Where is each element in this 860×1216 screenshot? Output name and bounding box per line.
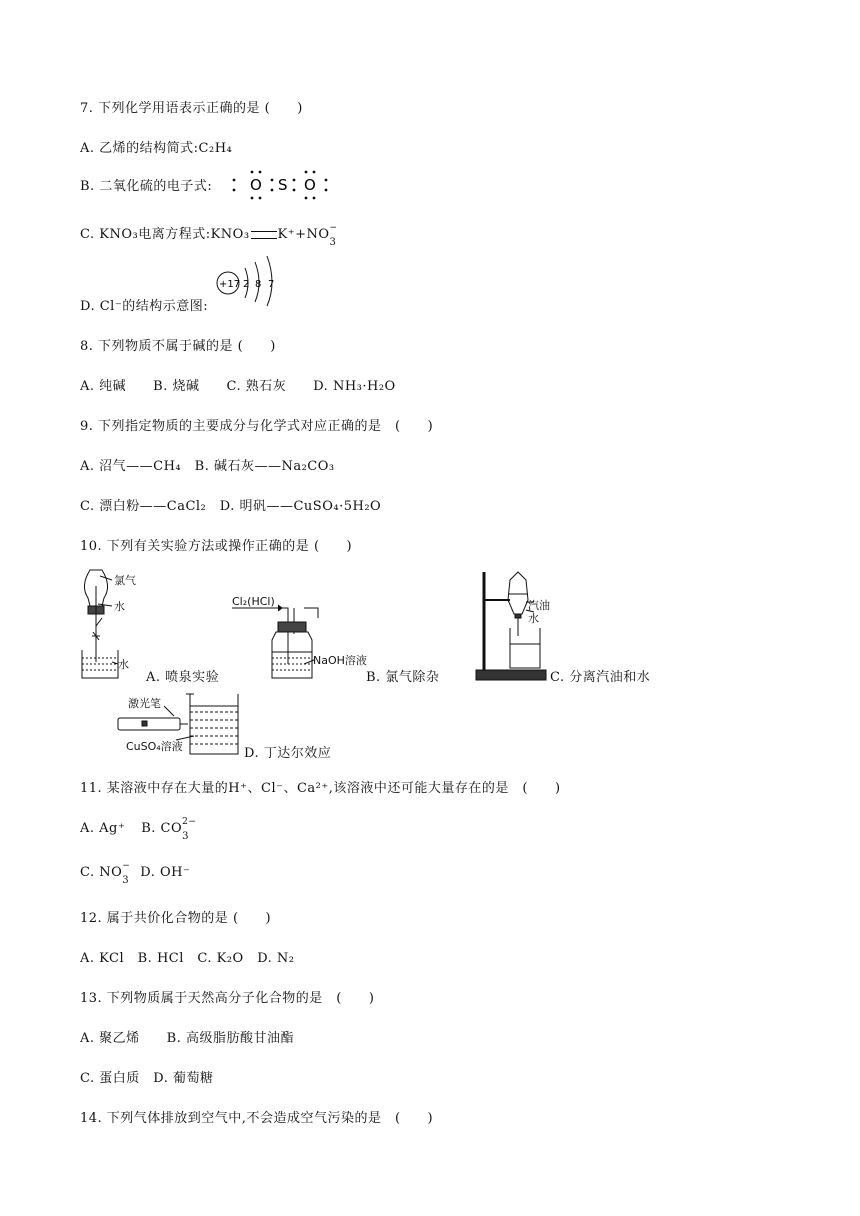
q7-option-b-prefix: B. 二氧化硫的电子式: [80,179,213,194]
q7-option-c-prefix: C. KNO₃电离方程式:KNO₃ [80,227,250,242]
fig-d-label-laser: 激光笔 [128,697,161,710]
q11-nitrate-sup: − [122,861,131,871]
q14-stem: 14. 下列气体排放到空气中,不会造成空气污染的是 ( ) [80,1111,434,1126]
fig-a-label-water-bottom: 水 [118,658,129,671]
q11-option-b: B. CO [141,821,183,836]
fig-c-label-water: 水 [528,612,539,625]
q13-options-line2: C. 蛋白质 D. 葡萄糖 [80,1071,214,1086]
q9-options-line1: A. 沼气——CH₄ B. 碱石灰——Na₂CO₃ [80,459,335,474]
q7-stem: 7. 下列化学用语表示正确的是 ( ) [80,101,303,116]
fig-d-caption: D. 丁达尔效应 [244,746,332,761]
q13-options-line1: A. 聚乙烯 B. 高级脂肪酸甘油酯 [80,1031,294,1046]
q13-stem: 13. 下列物质属于天然高分子化合物的是 ( ) [80,991,375,1006]
shell-1-count: 2 [243,279,250,290]
so2-oxygen-left: O [250,176,262,194]
q11-option-d: D. OH⁻ [140,865,191,880]
nitrate-sup: − [329,223,338,233]
shell-2-count: 8 [255,279,262,290]
q9-options-line2: C. 漂白粉——CaCl₂ D. 明矾——CuSO₄·5H₂O [80,499,382,514]
carbonate-sup: 2− [182,817,197,827]
fig-c-label-gasoline: 汽油 [528,599,550,612]
q7-option-b [80,178,212,196]
q7-option-d: D. Cl⁻的结构示意图: [80,299,209,314]
q11-option-a: A. Ag⁺ [80,821,126,836]
fig-a-label-water-top: 水 [114,600,125,613]
fig-a-label-chlorine: 氯气 [114,574,136,587]
q7-option-a: A. 乙烯的结构简式:C₂H₄ [80,141,233,156]
q11-options-line2 [80,861,191,886]
nucleus-charge: +17 [219,279,241,290]
fig-c-caption: C. 分离汽油和水 [550,670,651,685]
carbonate-sub: 3 [182,831,190,842]
q12-stem: 12. 属于共价化合物的是 ( ) [80,911,272,926]
so2-oxygen-right: O [304,176,316,194]
nitrate-sub: 3 [329,237,337,248]
q9-stem: 9. 下列指定物质的主要成分与化学式对应正确的是 ( ) [80,419,434,434]
shell-3-count: 7 [268,279,275,290]
fig-b-caption: B. 氯气除杂 [366,670,440,685]
q11-options-line1 [80,817,197,842]
q10-stem: 10. 下列有关实验方法或操作正确的是 ( ) [80,539,353,554]
q8-stem: 8. 下列物质不属于碱的是 ( ) [80,339,276,354]
fig-c-separatory-funnel [474,570,550,684]
q11-option-c: C. NO [80,865,123,880]
q11-nitrate-sub: 3 [122,875,130,886]
q12-options: A. KCl B. HCl C. K₂O D. N₂ [80,951,295,966]
fig-d-label-cuso4: CuSO₄溶液 [126,740,183,753]
chloride-structure-diagram [215,256,285,296]
q7-option-c [80,223,338,248]
so2-sulfur: S [278,176,288,194]
equals-sign [251,231,277,239]
q7-option-c-product: K⁺+NO [277,227,330,242]
q8-options: A. 纯碱 B. 烧碱 C. 熟石灰 D. NH₃·H₂O [80,379,396,394]
fig-b-label-gas: Cl₂(HCl) [232,595,275,608]
q11-stem: 11. 某溶液中存在大量的H⁺、Cl⁻、Ca²⁺,该溶液中还可能大量存在的是 ( ) [80,781,561,796]
so2-electron-formula [230,168,340,202]
fig-a-fountain-apparatus [78,566,148,682]
fig-b-label-naoh: NaOH溶液 [313,654,367,667]
fig-a-caption: A. 喷泉实验 [146,670,220,685]
